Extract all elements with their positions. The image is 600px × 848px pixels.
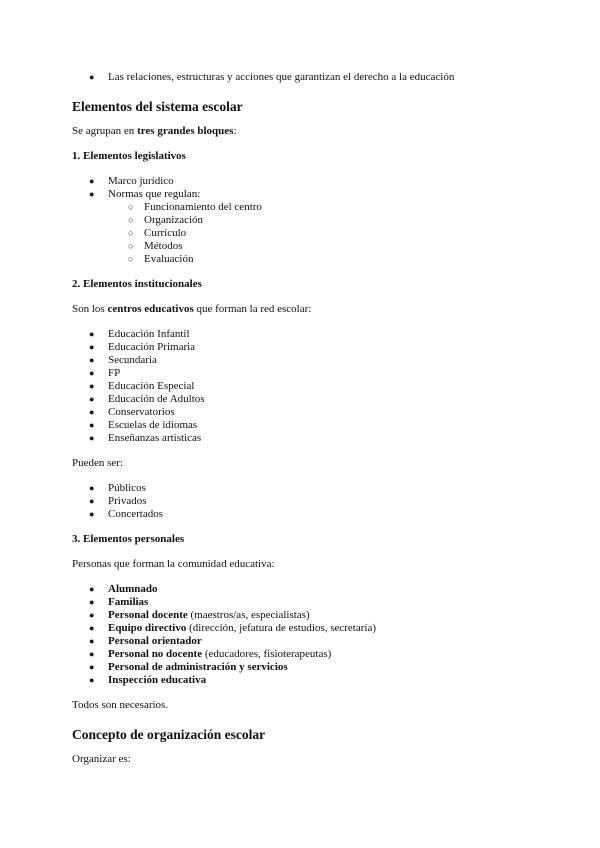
list-item: ● Personal docente (maestros/as, especialistas)	[89, 609, 310, 621]
section-heading: Concepto de organización escolar	[72, 727, 266, 742]
list-item: ● Familias	[89, 596, 149, 608]
list-item: ● Educación Infantil	[89, 328, 190, 340]
list-item: ● Conservatorios	[89, 406, 175, 418]
list-item: ● Alumnado	[89, 583, 158, 595]
bullet-icon: ●	[89, 496, 95, 506]
list-item: ● Inspección educativa	[89, 674, 207, 686]
subsection-heading: 1. Elementos legislativos	[72, 150, 186, 162]
sublist-item: ○ Evaluación	[128, 253, 194, 265]
sublist-item: ○ Métodos	[128, 240, 183, 252]
sublist-item: ○ Organización	[128, 214, 204, 226]
bullet-icon: ●	[89, 433, 95, 443]
paragraph: Son los centros educativos que forman la red escolar:	[72, 303, 312, 315]
legislativos-list	[72, 175, 542, 266]
bullet-icon: ●	[89, 329, 95, 339]
list-item: ● Escuelas de idiomas	[89, 419, 198, 431]
list-item: ● Las relaciones, estructuras y acciones que garantizan el derecho a la educación	[89, 71, 455, 83]
list-item: ● Personal orientador	[89, 635, 202, 647]
paragraph: Se agrupan en tres grandes bloques:	[72, 125, 237, 137]
sublist-item: ○ Funcionamiento del centro	[128, 201, 262, 213]
document-content	[72, 71, 542, 766]
subsection-heading: 3. Elementos personales	[72, 533, 185, 545]
bullet-icon: ●	[89, 584, 95, 594]
hollow-bullet-icon: ○	[128, 228, 134, 238]
bullet-icon: ●	[89, 176, 95, 186]
bullet-icon: ●	[89, 662, 95, 672]
bullet-icon: ●	[89, 368, 95, 378]
list-item: ● Marco jurídico	[89, 175, 174, 187]
list-item: ● Privados	[89, 495, 147, 507]
list-item: ● Enseñanzas artísticas	[89, 432, 202, 444]
subsection-heading: 2. Elementos institucionales	[72, 278, 202, 290]
list-item: ● Educación Primaria	[89, 341, 196, 353]
list-item: ● Equipo directivo (dirección, jefatura de estudios, secretaría)	[89, 622, 376, 634]
bullet-icon: ●	[89, 610, 95, 620]
list-item: ● Concertados	[89, 508, 163, 520]
bullet-icon: ●	[89, 483, 95, 493]
sublist-item: ○ Currículo	[128, 227, 187, 239]
hollow-bullet-icon: ○	[128, 241, 134, 251]
list-item: ● Educación de Adultos	[89, 393, 205, 405]
bullet-icon: ●	[89, 394, 95, 404]
tipos-list	[72, 482, 542, 521]
bullet-icon: ●	[89, 509, 95, 519]
paragraph: Todos son necesarios.	[72, 699, 169, 711]
list-item: ● Normas que regulan: ○ Funcionamiento del centro ○ Organización ○ Currículo ○ Métodos ○ Evaluación	[72, 188, 542, 266]
centros-list	[72, 328, 542, 445]
bullet-icon: ●	[89, 675, 95, 685]
bullet-icon: ●	[89, 407, 95, 417]
top-bullet-list	[72, 71, 542, 84]
bullet-icon: ●	[89, 623, 95, 633]
bullet-icon: ●	[89, 649, 95, 659]
bullet-icon: ●	[89, 189, 95, 199]
normas-sublist	[108, 201, 542, 266]
hollow-bullet-icon: ○	[128, 254, 134, 264]
list-item: ● Personal de administración y servicios	[89, 661, 288, 673]
list-item: ● Educación Especial	[89, 380, 195, 392]
hollow-bullet-icon: ○	[128, 202, 134, 212]
personales-list	[72, 583, 542, 687]
list-item: ● Personal no docente (educadores, fisioterapeutas)	[89, 648, 332, 660]
list-item: ● Públicos	[89, 482, 146, 494]
paragraph: Personas que forman la comunidad educativa:	[72, 558, 275, 570]
list-item: ● Secundaria	[89, 354, 157, 366]
hollow-bullet-icon: ○	[128, 215, 134, 225]
bullet-icon: ●	[89, 355, 95, 365]
bullet-icon: ●	[89, 636, 95, 646]
bullet-icon: ●	[89, 72, 95, 82]
paragraph: Organizar es:	[72, 753, 131, 765]
list-item: ● FP	[89, 367, 121, 379]
bullet-icon: ●	[89, 597, 95, 607]
bullet-icon: ●	[89, 381, 95, 391]
bullet-icon: ●	[89, 342, 95, 352]
section-heading: Elementos del sistema escolar	[72, 99, 243, 114]
paragraph: Pueden ser:	[72, 457, 124, 469]
bullet-icon: ●	[89, 420, 95, 430]
